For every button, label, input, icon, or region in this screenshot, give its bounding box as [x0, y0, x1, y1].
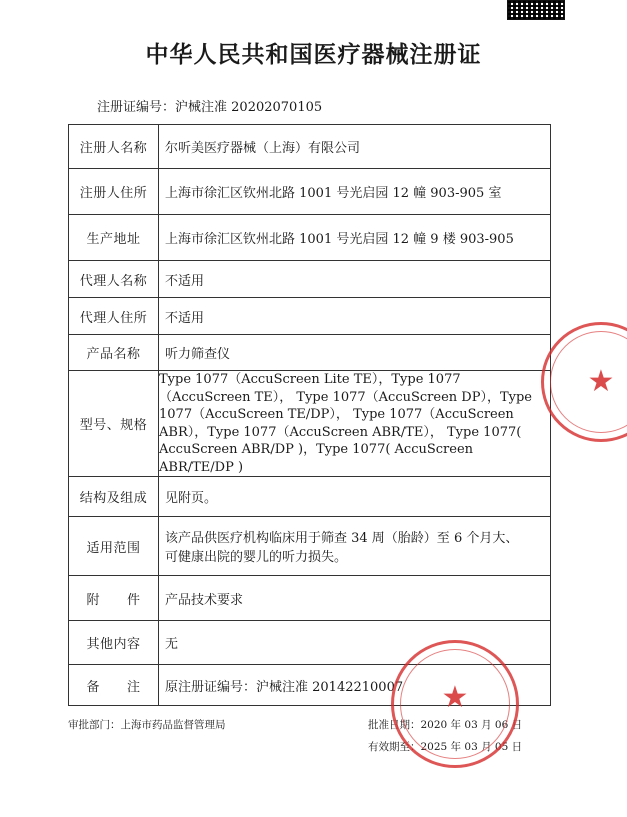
row-label: 其他内容: [69, 621, 159, 665]
qr-code: [507, 0, 565, 20]
row-value: 上海市徐汇区钦州北路 1001 号光启园 12 幢 903-905 室: [159, 169, 551, 215]
approval-date-value: 2020 年 03 月 06 日: [420, 719, 523, 731]
table-row: [69, 517, 551, 576]
seal-star-icon: ★: [587, 364, 615, 399]
row-value: 产品技术要求: [159, 576, 551, 621]
approval-department-value: 上海市药品监督管理局: [120, 719, 226, 731]
document-title: 中华人民共和国医疗器械注册证: [145, 41, 482, 68]
approval-department: [68, 717, 226, 732]
official-seal-lower: [391, 640, 519, 768]
row-value: 见附页。: [159, 477, 551, 517]
model-line: Type 1077（AccuScreen Lite TE），Type 1077（AccuScreen TE），: [159, 372, 461, 405]
row-value: 听力筛查仪: [159, 335, 551, 371]
row-label: 注册人住所: [69, 169, 159, 215]
table-row: [69, 335, 551, 371]
table-row: [69, 125, 551, 169]
row-value: 不适用: [159, 261, 551, 298]
row-value: 尔听美医疗器械（上海）有限公司: [159, 125, 551, 169]
table-row: [69, 261, 551, 298]
row-label: 代理人名称: [69, 261, 159, 298]
registration-number-line: [97, 96, 322, 115]
model-line: Type 1077( AccuScreen ABR/DP )，Type 1077( AccuScreen ABR/TE/DP ): [159, 424, 522, 475]
table-row: [69, 477, 551, 517]
row-value: [159, 517, 551, 576]
row-label: 代理人住所: [69, 298, 159, 335]
table-row: [69, 169, 551, 215]
row-label: 注册人名称: [69, 125, 159, 169]
seal-star-icon: ★: [441, 680, 469, 715]
row-value: 原注册证编号：沪械注准 20142210007: [159, 665, 551, 706]
scope-line: 可健康出院的婴儿的听力损失。: [165, 550, 348, 565]
model-line: Type 1077（AccuScreen ABR），Type 1077（AccuScreen ABR/TE），: [159, 407, 514, 440]
row-label: 生产地址: [69, 215, 159, 261]
table-row: [69, 371, 551, 477]
table-row: [69, 576, 551, 621]
row-value: 无: [159, 621, 551, 665]
row-value: 不适用: [159, 298, 551, 335]
approval-department-label: 审批部门：: [68, 719, 121, 731]
row-label: 型号、规格: [69, 371, 159, 477]
row-label: 适用范围: [69, 517, 159, 576]
row-value: 上海市徐汇区钦州北路 1001 号光启园 12 幢 9 楼 903-905: [159, 215, 551, 261]
table-row: [69, 215, 551, 261]
registration-number-label: 注册证编号：: [97, 100, 176, 115]
row-label: 备 注: [69, 665, 159, 706]
certificate-table: [68, 124, 551, 706]
official-seal-upper: [541, 322, 627, 442]
expiry-date-label: 有效期至：: [368, 741, 421, 753]
model-line: Type 1077（AccuScreen DP），Type 1077（AccuScreen TE/DP），: [159, 389, 532, 422]
table-row: [69, 298, 551, 335]
model-list: [159, 371, 551, 477]
registration-number: 沪械注准 20202070105: [175, 100, 323, 115]
approval-date-label: 批准日期：: [368, 719, 421, 731]
scope-line: 该产品供医疗机构临床用于筛查 34 周（胎龄）至 6 个月大、: [165, 531, 519, 546]
row-label: 结构及组成: [69, 477, 159, 517]
expiry-date-value: 2025 年 03 月 05 日: [420, 741, 523, 753]
row-label: 产品名称: [69, 335, 159, 371]
row-label: 附 件: [69, 576, 159, 621]
